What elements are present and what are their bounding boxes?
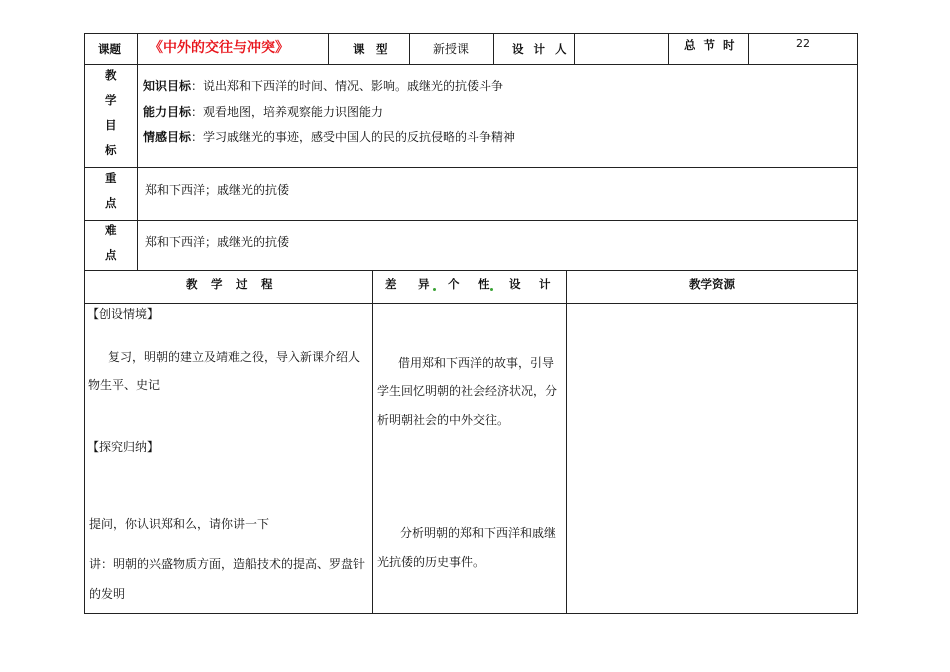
col-divider-2 [566,270,567,614]
objective-ability [143,105,383,119]
design-header-char: 计 [539,277,551,291]
objective-label: 情感目标 [143,130,192,144]
process-text: 提问，你认识郑和么，请你讲一下 [89,517,270,531]
type-value: 新授课 [433,42,470,56]
objective-label: 知识目标 [143,79,192,93]
hv7 [748,33,749,65]
hv1 [137,33,138,65]
design-header-char: 差 [385,277,397,291]
design-header-char: 设 [509,277,521,291]
objectives-label-char: 学 [105,93,117,107]
design-header-char: 异 [418,277,430,291]
objectives-label-char: 标 [105,143,117,157]
difficulty-text: 郑和下西洋；戚继光的抗倭 [145,235,290,249]
process-text: 讲：明朝的兴盛物质方面，造船技术的提高、罗盘针 [89,557,366,571]
border-top [84,33,858,34]
col-divider-1 [372,270,373,614]
divider-columns [84,303,858,304]
objective-label: 能力目标 [143,105,192,119]
topic-label: 课题 [98,42,121,56]
hv6 [668,33,669,65]
divider-difficulty [84,270,858,271]
section-heading: 【创设情境】 [87,307,160,321]
objective-text: ：说出郑和下西洋的时间、情况、影响。戚继光的抗倭斗争 [191,79,504,93]
process-text: 的发明 [89,587,126,601]
resources-header: 教学资源 [689,277,735,291]
keypoint-text: 郑和下西洋；戚继光的抗倭 [145,183,290,197]
design-text: 析明朝社会的中外交往。 [377,413,510,427]
keypoint-label-char: 点 [105,196,117,210]
topic-title: 《中外的交往与冲突》 [149,40,289,56]
mark-dot [490,288,493,291]
difficulty-label-char: 点 [105,248,117,262]
hv2 [328,33,329,65]
process-text: 复习，明朝的建立及靖难之役，导入新课介绍人 [108,350,361,364]
design-header-char: 个 [448,277,460,291]
total-value: 22 [796,37,810,50]
section-heading: 【探究归纳】 [87,440,160,454]
objectives-label-char: 教 [105,68,117,82]
divider-keypoint [84,220,858,221]
objectives-label-char: 目 [105,118,117,132]
total-label: 总 节 时 [684,38,737,52]
objective-emotion [143,130,515,144]
hv4 [493,33,494,65]
border-right [857,33,858,614]
design-text: 借用郑和下西洋的故事，引导 [398,356,555,370]
design-text: 光抗倭的历史事件。 [377,555,486,569]
objective-text: ：观看地图，培养观察能力识图能力 [191,105,384,119]
designer-label: 设 计 人 [512,42,570,56]
process-text: 物生平、史记 [88,378,161,392]
objective-knowledge [143,79,503,93]
process-header: 教 学 过 程 [186,277,274,291]
difficulty-label-char: 难 [105,223,117,237]
label-col-divider [137,64,138,271]
keypoint-label-char: 重 [105,171,117,185]
divider-header [84,64,858,65]
hv5 [574,33,575,65]
design-header-char: 性 [478,277,490,291]
objective-text: ：学习戚继光的事迹，感受中国人的民的反抗侵略的斗争精神 [191,130,516,144]
design-text: 分析明朝的郑和下西洋和戚继 [400,526,557,540]
type-label: 课 型 [353,42,388,56]
mark-dot [433,288,436,291]
border-bottom [84,613,858,614]
divider-objectives [84,167,858,168]
border-left [84,33,85,614]
design-text: 学生回忆明朝的社会经济状况，分 [377,384,558,398]
hv3 [409,33,410,65]
